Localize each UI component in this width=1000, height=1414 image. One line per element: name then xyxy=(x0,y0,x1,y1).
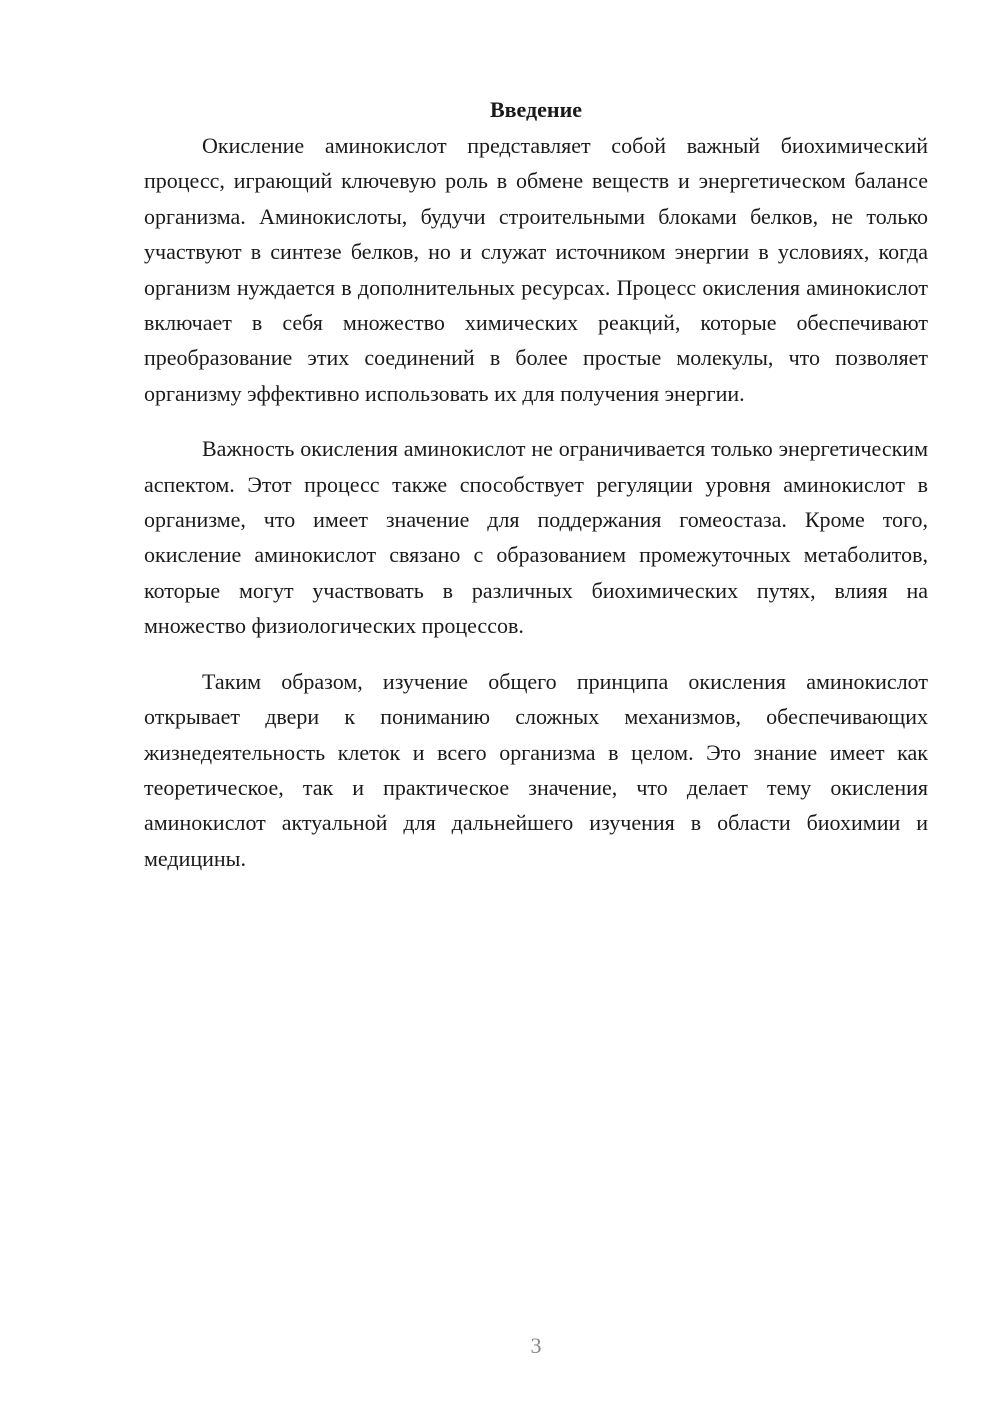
paragraph-3: Таким образом, изучение общего принципа окисления аминокислот открывает двери к пониманию сложных механизмов, обеспечивающих жизнедеятельность клеток и всего организма в целом. Это знание имеет как теоретическое, так и практическое значение, что делает тему окисления аминокислот актуальной для дальнейшего изучения в области биохимии и медицины. xyxy=(144,668,928,871)
page-number: 3 xyxy=(530,1333,542,1358)
paragraph-1: Окисление аминокислот представляет собой важный биохимический процесс, играющий ключевую роль в обмене веществ и энергетическом балансе организма. Аминокислоты, будучи строительными блоками белков, не только участвуют в синтезе белков, но и служат источником энергии в условиях, когда организм нуждается в дополнительных ресурсах. Процесс окисления аминокислот включает в себя множество химических реакций, которые обеспечивают преобразование этих соединений в более простые молекулы, что позволяет организму эффективно использовать их для получения энергии. xyxy=(144,133,928,406)
paragraph-2: Важность окисления аминокислот не ограничивается только энергетическим аспектом. Этот процесс также способствует регуляции уровня аминокислот в организме, что имеет значение для поддержания гомеостаза. Кроме того, окисление аминокислот связано с образованием промежуточных метаболитов, которые могут участвовать в различных биохимических путях, влияя на множество физиологических процессов. xyxy=(144,436,928,639)
page-content xyxy=(144,94,928,896)
section-heading: Введение xyxy=(489,97,583,122)
